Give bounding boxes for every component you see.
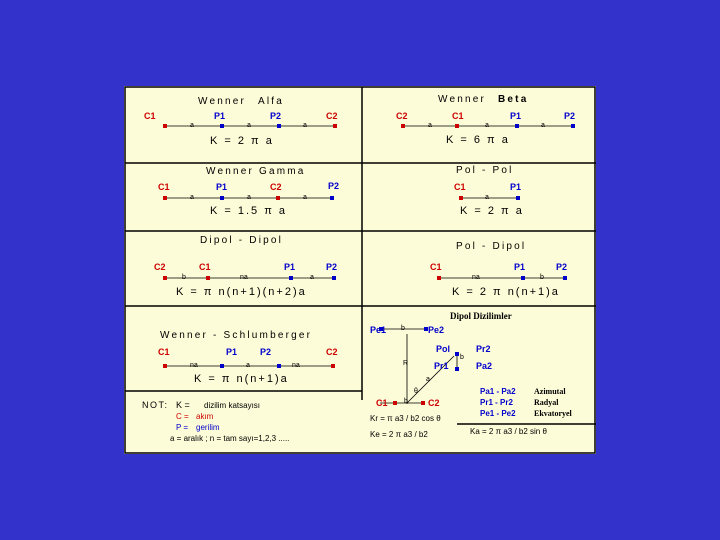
dd-c1: C1 xyxy=(376,398,388,408)
note-c-label: C = xyxy=(176,412,189,421)
wenner-beta-p2: P2 xyxy=(564,111,576,121)
note-a-text: a = aralık ; n = tam sayı=1,2,3 ..... xyxy=(170,434,290,443)
wenner-alfa-a3: a xyxy=(303,122,307,129)
dd-formula-e: Ke = 2 π a3 / b2 xyxy=(370,430,428,439)
note-c-text: akım xyxy=(196,412,214,421)
wenner-alfa-formula: K = 2 π a xyxy=(210,135,274,147)
wenner-beta-a1: a xyxy=(428,122,432,129)
wenner-gamma-a3: a xyxy=(303,194,307,201)
dipol-dipol-a: a xyxy=(310,274,314,281)
wenner-alfa-c2: C2 xyxy=(326,111,338,121)
ws-na2: na xyxy=(292,362,300,369)
dipol-dipol-p1: P1 xyxy=(284,262,296,272)
dipol-dipol-c1: C1 xyxy=(199,262,211,272)
pol-dipol-formula: K = 2 π n(n+1)a xyxy=(452,286,560,298)
ws-p2: P2 xyxy=(260,347,272,357)
dd-legend-name-1: Azimutal xyxy=(534,387,566,396)
ws-c2: C2 xyxy=(326,347,338,357)
dd-legend-name-2: Radyal xyxy=(534,398,559,407)
wenner-beta-a2: a xyxy=(485,122,489,129)
dd-pe1: Pe1 xyxy=(370,325,387,335)
wenner-beta-formula: K = 6 π a xyxy=(446,134,510,146)
dd-legend-pair-2: Pr1 - Pr2 xyxy=(480,398,513,407)
diagram-lines xyxy=(124,86,596,454)
wenner-alfa-title: Wenner xyxy=(198,96,247,107)
dd-pa2: Pa2 xyxy=(476,361,493,371)
dd-b-bottom: b xyxy=(404,398,408,405)
dd-pol: Pol xyxy=(436,344,451,354)
wenner-gamma-p1: P1 xyxy=(216,182,228,192)
wenner-gamma-title: Wenner Gamma xyxy=(206,166,306,177)
dipol-dipol-p2: P2 xyxy=(326,262,338,272)
ws-na1: na xyxy=(190,362,198,369)
electrode-arrays-panel xyxy=(124,86,596,454)
dd-theta: θ xyxy=(414,388,418,395)
dd-legend-pair-1: Pa1 - Pa2 xyxy=(480,387,516,396)
wenner-alfa-p2: P2 xyxy=(270,111,282,121)
wenner-gamma-p2: P2 xyxy=(328,181,340,191)
dipol-dipol-title: Dipol - Dipol xyxy=(200,235,284,246)
dd-b-mid: b xyxy=(460,354,464,361)
wenner-gamma-formula: K = 1.5 π a xyxy=(210,205,287,217)
ws-formula: K = π n(n+1)a xyxy=(194,373,289,385)
wenner-alfa-p1: P1 xyxy=(214,111,226,121)
ws-p1: P1 xyxy=(226,347,238,357)
dipol-dipol-b: b xyxy=(182,274,186,281)
pol-pol-c1: C1 xyxy=(454,182,466,192)
dipol-dipol-na: na xyxy=(240,274,248,281)
wenner-beta-title: Wenner xyxy=(438,94,487,105)
dd-pr1: Pr1 xyxy=(434,361,449,371)
wenner-beta-subtitle: Beta xyxy=(498,94,529,105)
pol-pol-formula: K = 2 π a xyxy=(460,205,524,217)
pol-dipol-c1: C1 xyxy=(430,262,442,272)
pol-pol-title: Pol - Pol xyxy=(456,165,514,176)
wenner-beta-c1: C1 xyxy=(452,111,464,121)
pol-pol-a: a xyxy=(485,194,489,201)
wenner-beta-a3: a xyxy=(541,122,545,129)
pol-dipol-na: na xyxy=(472,274,480,281)
note-label: NOT: xyxy=(142,400,169,410)
dd-pr2: Pr2 xyxy=(476,344,491,354)
dd-formula-a: Ka = 2 π a3 / b2 sin θ xyxy=(470,427,547,436)
note-p-text: gerilim xyxy=(196,423,220,432)
wenner-beta-c2: C2 xyxy=(396,111,408,121)
wenner-alfa-a2: a xyxy=(247,122,251,129)
wenner-gamma-a1: a xyxy=(190,194,194,201)
wenner-alfa-c1: C1 xyxy=(144,111,156,121)
ws-a: a xyxy=(246,362,250,369)
dd-r: R xyxy=(403,360,409,367)
pol-dipol-p1: P1 xyxy=(514,262,526,272)
wenner-alfa-subtitle: Alfa xyxy=(258,96,285,107)
dd-legend-pair-3: Pe1 - Pe2 xyxy=(480,409,516,418)
wenner-alfa-a1: a xyxy=(190,122,194,129)
dd-b-top: b xyxy=(401,325,405,332)
note-k-text: dizilim katsayısı xyxy=(204,401,261,410)
ws-c1: C1 xyxy=(158,347,170,357)
dd-a: a xyxy=(426,376,430,383)
wenner-gamma-c2: C2 xyxy=(270,182,282,192)
pol-dipol-title: Pol - Dipol xyxy=(456,241,527,252)
pol-pol-p1: P1 xyxy=(510,182,522,192)
wenner-beta-p1: P1 xyxy=(510,111,522,121)
note-k-label: K = xyxy=(176,400,190,410)
dd-legend-name-3: Ekvatoryel xyxy=(534,409,572,418)
dipol-dipol-formula: K = π n(n+1)(n+2)a xyxy=(176,286,307,298)
dipol-dizilimler-title: Dipol Dizilimler xyxy=(450,311,512,321)
dd-pe2: Pe2 xyxy=(428,325,445,335)
wenner-gamma-a2: a xyxy=(247,194,251,201)
wenner-schlumberger-title: Wenner - Schlumberger xyxy=(160,330,313,341)
dd-c2: C2 xyxy=(428,398,440,408)
note-p-label: P = xyxy=(176,423,189,432)
pol-dipol-p2: P2 xyxy=(556,262,568,272)
wenner-gamma-c1: C1 xyxy=(158,182,170,192)
dipol-dipol-c2: C2 xyxy=(154,262,166,272)
pol-dipol-b: b xyxy=(540,274,544,281)
dd-formula-r: Kr = π a3 / b2 cos θ xyxy=(370,414,441,423)
